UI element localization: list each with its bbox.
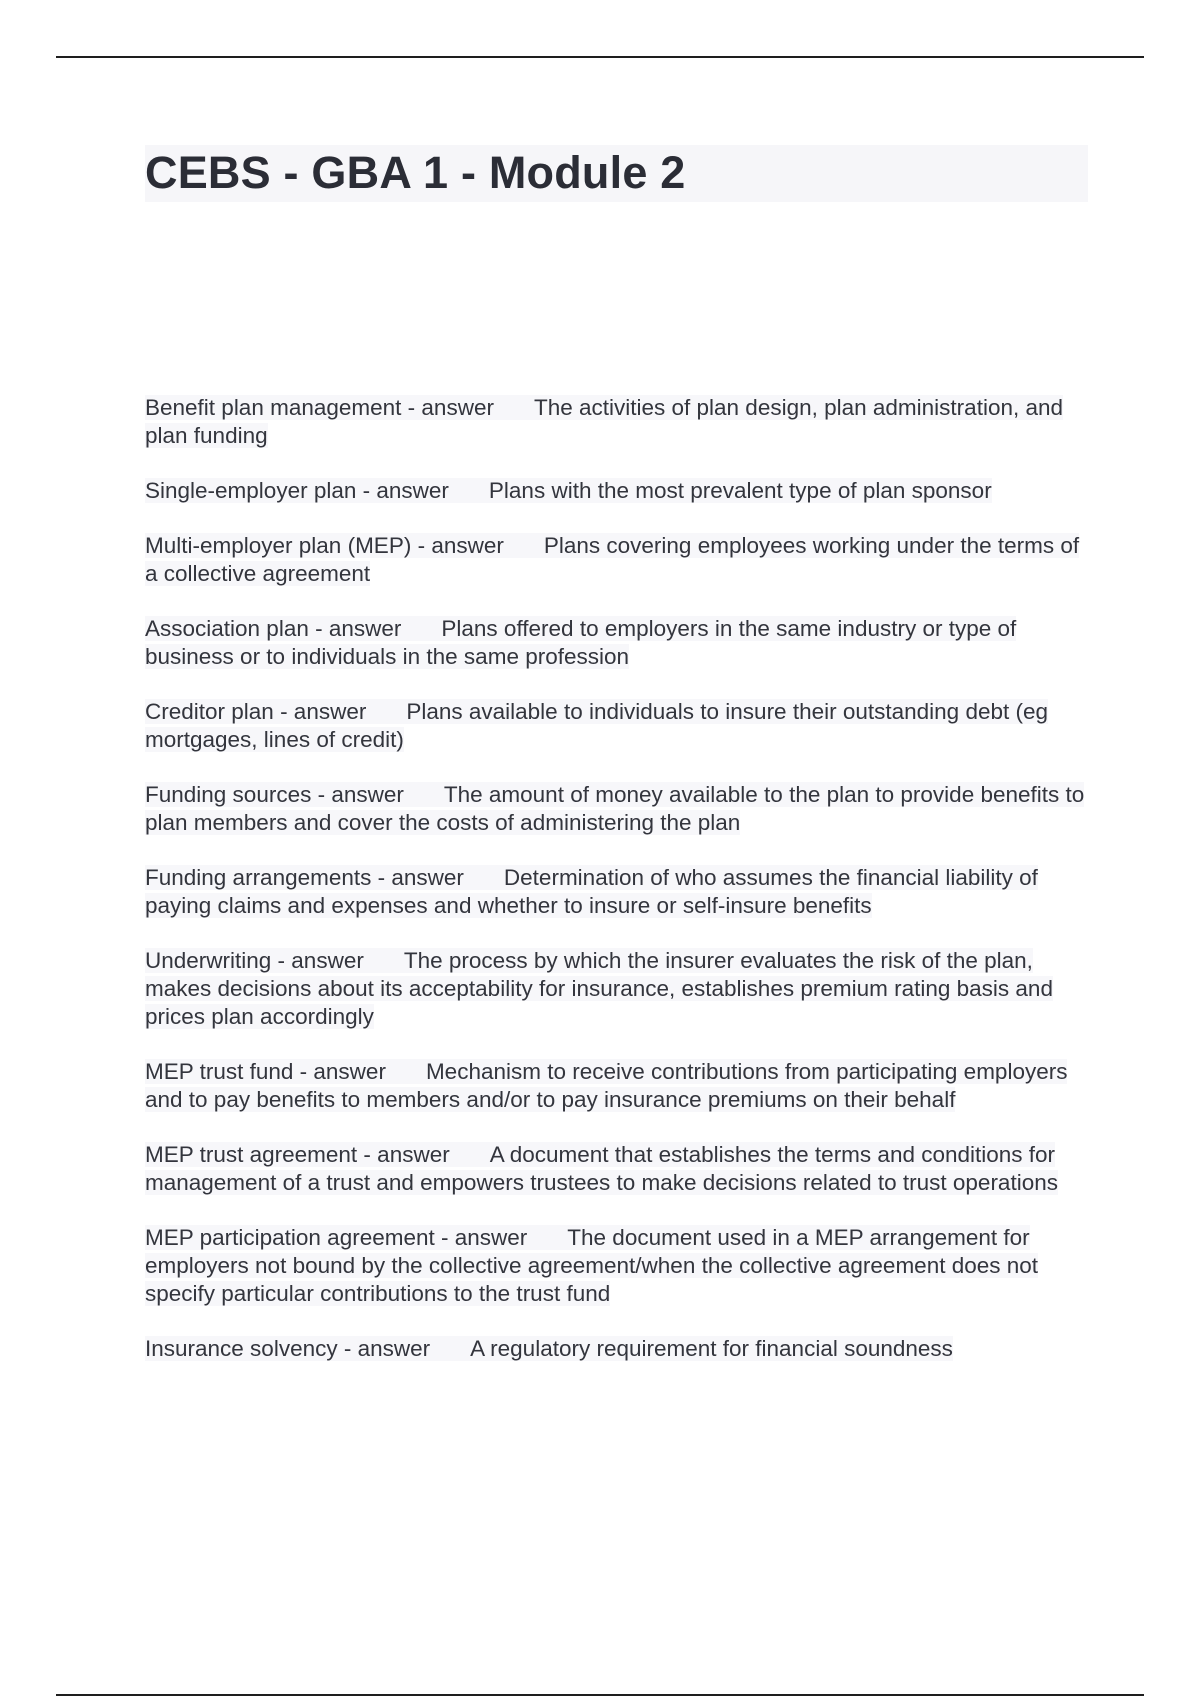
term: MEP trust fund - answer <box>145 1059 386 1084</box>
term: MEP trust agreement - answer <box>145 1142 450 1167</box>
definition: The document used in a MEP arrangement for employers not bound by the collective agreement/when the collective agreement does not specify particular contributions to the trust fund <box>145 1225 1039 1306</box>
top-rule <box>56 56 1144 58</box>
term: Insurance solvency - answer <box>145 1336 431 1361</box>
term: Funding arrangements - answer <box>145 865 464 890</box>
term: Benefit plan management - answer <box>145 395 494 420</box>
definition: Determination of who assumes the financial liability of paying claims and expenses and whether to insure or self-insure benefits <box>145 865 1038 918</box>
definition: A document that establishes the terms and conditions for management of a trust and empowers trustees to make decisions related to trust operations <box>145 1142 1058 1195</box>
definition: Plans with the most prevalent type of plan sponsor <box>488 478 992 503</box>
definition: Mechanism to receive contributions from participating employers and to pay benefits to members and/or to pay insurance premiums on their behalf <box>145 1059 1068 1112</box>
term: MEP participation agreement - answer <box>145 1225 528 1250</box>
list-item <box>145 698 1095 754</box>
list-item <box>145 532 1095 588</box>
page-title: CEBS - GBA 1 - Module 2 <box>145 147 686 198</box>
list-item <box>145 947 1095 1031</box>
list-item <box>145 1335 1095 1363</box>
definition: Plans available to individuals to insure their outstanding debt (eg mortgages, lines of credit) <box>145 699 1049 752</box>
definition: The process by which the insurer evaluates the risk of the plan, makes decisions about its acceptability for insurance, establishes premium rating basis and prices plan accordingly <box>145 948 1053 1029</box>
definition: The amount of money available to the plan to provide benefits to plan members and cover the costs of administering the plan <box>145 782 1085 835</box>
list-item <box>145 1058 1095 1114</box>
term: Underwriting - answer <box>145 948 364 973</box>
term: Single-employer plan - answer <box>145 478 449 503</box>
definition: A regulatory requirement for financial soundness <box>470 1336 953 1361</box>
definition: Plans covering employees working under the terms of a collective agreement <box>145 533 1080 586</box>
term: Association plan - answer <box>145 616 402 641</box>
list-item <box>145 1141 1095 1197</box>
list-item <box>145 1224 1095 1308</box>
term: Funding sources - answer <box>145 782 404 807</box>
bottom-rule <box>56 1694 1144 1696</box>
term: Multi-employer plan (MEP) - answer <box>145 533 504 558</box>
flashcard-list <box>145 394 1095 1390</box>
list-item <box>145 394 1095 450</box>
term: Creditor plan - answer <box>145 699 367 724</box>
definition: Plans offered to employers in the same industry or type of business or to individuals in the same profession <box>145 616 1017 669</box>
list-item <box>145 615 1095 671</box>
list-item <box>145 477 1095 505</box>
list-item <box>145 864 1095 920</box>
definition: The activities of plan design, plan administration, and plan funding <box>145 395 1064 448</box>
list-item <box>145 781 1095 837</box>
